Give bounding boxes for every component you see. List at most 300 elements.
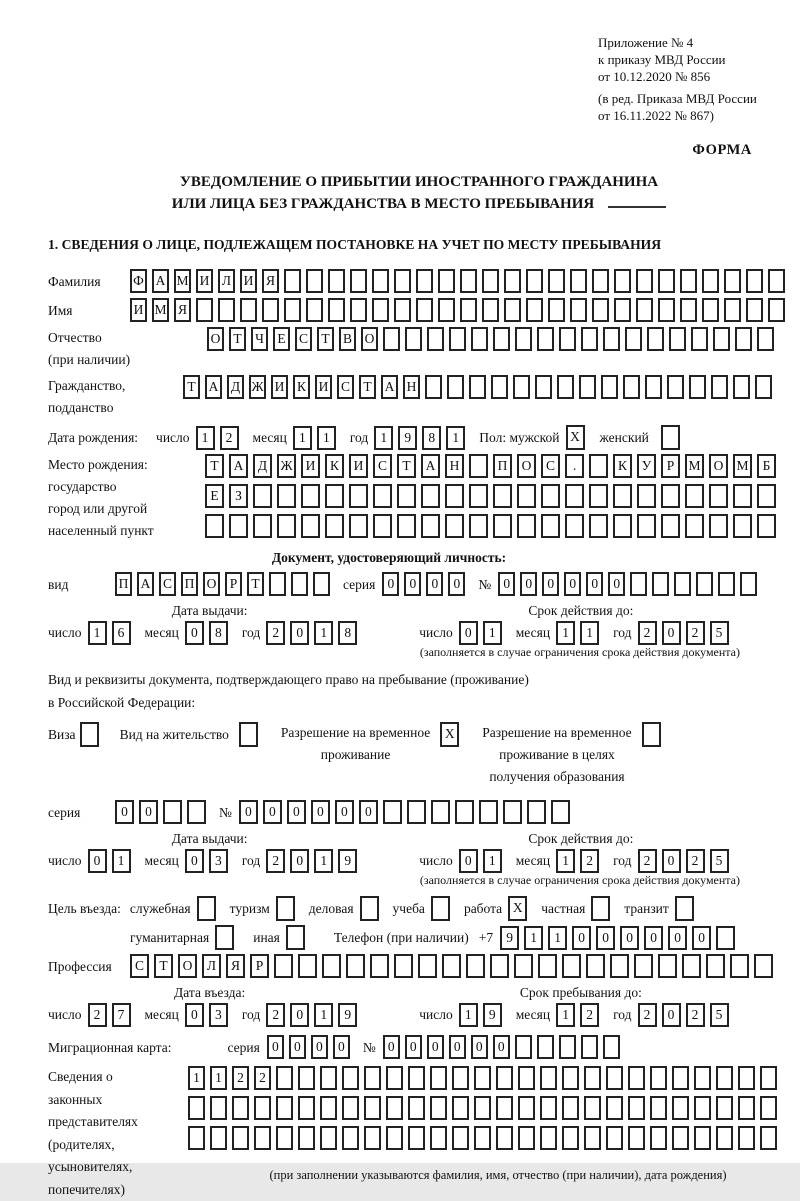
char-cell[interactable]: 2 xyxy=(580,1003,599,1027)
char-cell[interactable]: З xyxy=(229,484,248,508)
char-cell[interactable] xyxy=(445,484,464,508)
char-cell[interactable]: 1 xyxy=(580,621,599,645)
char-cell[interactable] xyxy=(716,926,735,950)
char-cell[interactable] xyxy=(349,514,368,538)
char-cell[interactable] xyxy=(188,1126,205,1150)
id-number-cells[interactable] xyxy=(498,572,762,596)
char-cell[interactable] xyxy=(364,1096,381,1120)
char-cell[interactable] xyxy=(538,954,557,978)
char-cell[interactable] xyxy=(636,269,653,293)
citizenship-cells[interactable] xyxy=(183,375,777,399)
doc-type-cells[interactable] xyxy=(115,572,335,596)
char-cell[interactable]: В xyxy=(339,327,356,351)
char-cell[interactable]: 1 xyxy=(314,621,333,645)
char-cell[interactable]: 1 xyxy=(196,426,215,450)
char-cell[interactable] xyxy=(589,514,608,538)
char-cell[interactable] xyxy=(325,484,344,508)
char-cell[interactable]: 0 xyxy=(289,1035,306,1059)
char-cell[interactable] xyxy=(661,484,680,508)
char-cell[interactable]: Я xyxy=(174,298,191,322)
char-cell[interactable]: И xyxy=(271,375,288,399)
char-cell[interactable]: 1 xyxy=(112,849,131,873)
char-cell[interactable] xyxy=(672,1096,689,1120)
char-cell[interactable] xyxy=(276,1126,293,1150)
char-cell[interactable] xyxy=(709,484,728,508)
char-cell[interactable]: 0 xyxy=(290,1003,309,1027)
birth-month-cells[interactable] xyxy=(293,426,341,450)
char-cell[interactable]: Т xyxy=(183,375,200,399)
char-cell[interactable]: 1 xyxy=(556,1003,575,1027)
char-cell[interactable] xyxy=(430,1066,447,1090)
profession-cells[interactable] xyxy=(130,954,778,978)
char-cell[interactable]: 0 xyxy=(404,572,421,596)
char-cell[interactable] xyxy=(496,1096,513,1120)
char-cell[interactable]: Т xyxy=(229,327,246,351)
char-cell[interactable]: 1 xyxy=(548,926,567,950)
char-cell[interactable]: 3 xyxy=(209,1003,228,1027)
char-cell[interactable] xyxy=(394,269,411,293)
char-cell[interactable] xyxy=(630,572,647,596)
char-cell[interactable]: О xyxy=(207,327,224,351)
char-cell[interactable] xyxy=(541,514,560,538)
char-cell[interactable] xyxy=(460,269,477,293)
char-cell[interactable]: 0 xyxy=(668,926,687,950)
char-cell[interactable] xyxy=(738,1096,755,1120)
char-cell[interactable] xyxy=(277,514,296,538)
char-cell[interactable] xyxy=(474,1066,491,1090)
char-cell[interactable] xyxy=(562,1096,579,1120)
char-cell[interactable]: Б xyxy=(757,454,776,478)
char-cell[interactable] xyxy=(493,484,512,508)
char-cell[interactable] xyxy=(716,1126,733,1150)
char-cell[interactable] xyxy=(661,425,680,450)
char-cell[interactable] xyxy=(592,269,609,293)
char-cell[interactable] xyxy=(716,1066,733,1090)
char-cell[interactable] xyxy=(349,484,368,508)
char-cell[interactable] xyxy=(291,572,308,596)
char-cell[interactable]: 7 xyxy=(112,1003,131,1027)
char-cell[interactable]: Я xyxy=(226,954,245,978)
char-cell[interactable]: X xyxy=(440,722,459,747)
char-cell[interactable]: О xyxy=(203,572,220,596)
char-cell[interactable] xyxy=(592,298,609,322)
char-cell[interactable] xyxy=(685,514,704,538)
char-cell[interactable]: Д xyxy=(253,454,272,478)
char-cell[interactable] xyxy=(372,298,389,322)
char-cell[interactable]: П xyxy=(493,454,512,478)
char-cell[interactable] xyxy=(768,298,785,322)
char-cell[interactable]: Р xyxy=(225,572,242,596)
char-cell[interactable]: М xyxy=(685,454,704,478)
char-cell[interactable] xyxy=(482,269,499,293)
char-cell[interactable]: А xyxy=(229,454,248,478)
char-cell[interactable]: П xyxy=(181,572,198,596)
char-cell[interactable] xyxy=(628,1096,645,1120)
char-cell[interactable]: 0 xyxy=(459,621,478,645)
char-cell[interactable]: С xyxy=(130,954,149,978)
char-cell[interactable]: 1 xyxy=(374,426,393,450)
id-valid-year-cells[interactable] xyxy=(638,621,734,645)
char-cell[interactable] xyxy=(540,1126,557,1150)
char-cell[interactable] xyxy=(240,298,257,322)
char-cell[interactable] xyxy=(342,1126,359,1150)
char-cell[interactable] xyxy=(452,1126,469,1150)
char-cell[interactable]: 0 xyxy=(185,849,204,873)
char-cell[interactable] xyxy=(262,298,279,322)
char-cell[interactable] xyxy=(738,1066,755,1090)
char-cell[interactable] xyxy=(421,514,440,538)
char-cell[interactable]: 0 xyxy=(185,621,204,645)
char-cell[interactable]: 1 xyxy=(446,426,465,450)
birth-place-cells-row2[interactable] xyxy=(205,484,781,508)
birth-place-cells-row1[interactable] xyxy=(205,454,781,478)
char-cell[interactable] xyxy=(711,375,728,399)
char-cell[interactable] xyxy=(515,327,532,351)
char-cell[interactable] xyxy=(328,298,345,322)
char-cell[interactable] xyxy=(613,484,632,508)
char-cell[interactable] xyxy=(493,514,512,538)
char-cell[interactable] xyxy=(442,954,461,978)
char-cell[interactable] xyxy=(438,269,455,293)
char-cell[interactable] xyxy=(733,514,752,538)
char-cell[interactable] xyxy=(591,896,610,921)
char-cell[interactable] xyxy=(322,954,341,978)
char-cell[interactable] xyxy=(187,800,206,824)
char-cell[interactable] xyxy=(386,1066,403,1090)
char-cell[interactable] xyxy=(325,514,344,538)
char-cell[interactable] xyxy=(229,514,248,538)
char-cell[interactable]: И xyxy=(240,269,257,293)
char-cell[interactable]: Ч xyxy=(251,327,268,351)
char-cell[interactable] xyxy=(210,1126,227,1150)
char-cell[interactable]: 0 xyxy=(333,1035,350,1059)
char-cell[interactable] xyxy=(642,722,661,747)
char-cell[interactable] xyxy=(215,925,234,950)
char-cell[interactable] xyxy=(364,1126,381,1150)
char-cell[interactable]: 0 xyxy=(449,1035,466,1059)
char-cell[interactable] xyxy=(584,1066,601,1090)
char-cell[interactable] xyxy=(716,1096,733,1120)
char-cell[interactable]: Л xyxy=(218,269,235,293)
char-cell[interactable] xyxy=(730,954,749,978)
char-cell[interactable] xyxy=(606,1096,623,1120)
char-cell[interactable]: 2 xyxy=(266,1003,285,1027)
char-cell[interactable]: И xyxy=(196,269,213,293)
char-cell[interactable] xyxy=(469,514,488,538)
char-cell[interactable]: Е xyxy=(273,327,290,351)
char-cell[interactable] xyxy=(586,954,605,978)
char-cell[interactable]: Л xyxy=(202,954,221,978)
char-cell[interactable] xyxy=(491,375,508,399)
char-cell[interactable]: П xyxy=(115,572,132,596)
char-cell[interactable] xyxy=(667,375,684,399)
char-cell[interactable] xyxy=(757,514,776,538)
char-cell[interactable] xyxy=(724,298,741,322)
id-valid-day-cells[interactable] xyxy=(459,621,507,645)
char-cell[interactable] xyxy=(306,298,323,322)
char-cell[interactable]: Н xyxy=(403,375,420,399)
char-cell[interactable] xyxy=(253,514,272,538)
char-cell[interactable] xyxy=(276,1066,293,1090)
char-cell[interactable] xyxy=(445,514,464,538)
char-cell[interactable] xyxy=(328,269,345,293)
char-cell[interactable]: 0 xyxy=(335,800,354,824)
char-cell[interactable]: Т xyxy=(397,454,416,478)
migration-number-cells[interactable] xyxy=(383,1035,625,1059)
char-cell[interactable] xyxy=(386,1126,403,1150)
purpose-humanitarian-checkbox[interactable] xyxy=(215,925,239,950)
char-cell[interactable] xyxy=(418,954,437,978)
char-cell[interactable]: 2 xyxy=(88,1003,107,1027)
char-cell[interactable]: 0 xyxy=(239,800,258,824)
char-cell[interactable] xyxy=(650,1126,667,1150)
char-cell[interactable]: 8 xyxy=(338,621,357,645)
char-cell[interactable] xyxy=(274,954,293,978)
char-cell[interactable]: 1 xyxy=(314,1003,333,1027)
char-cell[interactable] xyxy=(623,375,640,399)
char-cell[interactable]: Ф xyxy=(130,269,147,293)
char-cell[interactable] xyxy=(738,1126,755,1150)
char-cell[interactable]: Т xyxy=(205,454,224,478)
char-cell[interactable] xyxy=(548,298,565,322)
char-cell[interactable]: 9 xyxy=(483,1003,502,1027)
char-cell[interactable] xyxy=(197,896,216,921)
char-cell[interactable]: Т xyxy=(247,572,264,596)
char-cell[interactable] xyxy=(430,1126,447,1150)
char-cell[interactable] xyxy=(515,1035,532,1059)
char-cell[interactable] xyxy=(680,269,697,293)
char-cell[interactable]: 0 xyxy=(596,926,615,950)
char-cell[interactable]: 9 xyxy=(398,426,417,450)
char-cell[interactable]: 0 xyxy=(448,572,465,596)
char-cell[interactable]: С xyxy=(337,375,354,399)
char-cell[interactable]: К xyxy=(613,454,632,478)
char-cell[interactable] xyxy=(284,269,301,293)
char-cell[interactable] xyxy=(746,298,763,322)
char-cell[interactable] xyxy=(298,954,317,978)
res-issue-year-cells[interactable] xyxy=(266,849,362,873)
char-cell[interactable]: 2 xyxy=(638,621,657,645)
char-cell[interactable] xyxy=(405,327,422,351)
char-cell[interactable]: 6 xyxy=(112,621,131,645)
char-cell[interactable] xyxy=(735,327,752,351)
char-cell[interactable]: У xyxy=(637,454,656,478)
purpose-tourism-checkbox[interactable] xyxy=(276,896,300,921)
purpose-other-checkbox[interactable] xyxy=(286,925,310,950)
char-cell[interactable] xyxy=(603,327,620,351)
char-cell[interactable]: 0 xyxy=(383,1035,400,1059)
birth-place-cells-row3[interactable] xyxy=(205,514,781,538)
char-cell[interactable] xyxy=(277,484,296,508)
stay-month-cells[interactable] xyxy=(556,1003,604,1027)
char-cell[interactable] xyxy=(469,484,488,508)
char-cell[interactable] xyxy=(298,1066,315,1090)
id-valid-month-cells[interactable] xyxy=(556,621,604,645)
char-cell[interactable] xyxy=(579,375,596,399)
given-name-cells[interactable] xyxy=(130,298,790,322)
char-cell[interactable]: 1 xyxy=(556,849,575,873)
char-cell[interactable] xyxy=(286,925,305,950)
char-cell[interactable]: 0 xyxy=(267,1035,284,1059)
char-cell[interactable] xyxy=(416,269,433,293)
res-valid-month-cells[interactable] xyxy=(556,849,604,873)
temp-residence-checkbox[interactable] xyxy=(440,722,464,747)
char-cell[interactable]: А xyxy=(205,375,222,399)
char-cell[interactable] xyxy=(518,1066,535,1090)
char-cell[interactable] xyxy=(397,484,416,508)
char-cell[interactable] xyxy=(706,954,725,978)
char-cell[interactable] xyxy=(431,800,450,824)
char-cell[interactable] xyxy=(757,484,776,508)
char-cell[interactable] xyxy=(301,514,320,538)
stay-year-cells[interactable] xyxy=(638,1003,734,1027)
char-cell[interactable] xyxy=(253,484,272,508)
char-cell[interactable] xyxy=(606,1126,623,1150)
custody-cells-row3[interactable] xyxy=(188,1126,782,1150)
char-cell[interactable] xyxy=(760,1096,777,1120)
birth-day-cells[interactable] xyxy=(196,426,244,450)
char-cell[interactable]: Р xyxy=(250,954,269,978)
char-cell[interactable]: И xyxy=(130,298,147,322)
char-cell[interactable] xyxy=(386,1096,403,1120)
char-cell[interactable] xyxy=(682,954,701,978)
char-cell[interactable]: 0 xyxy=(115,800,134,824)
char-cell[interactable] xyxy=(394,298,411,322)
char-cell[interactable] xyxy=(526,298,543,322)
char-cell[interactable] xyxy=(452,1096,469,1120)
char-cell[interactable] xyxy=(360,896,379,921)
char-cell[interactable]: К xyxy=(325,454,344,478)
char-cell[interactable] xyxy=(421,484,440,508)
char-cell[interactable] xyxy=(746,269,763,293)
char-cell[interactable]: Т xyxy=(359,375,376,399)
char-cell[interactable] xyxy=(232,1096,249,1120)
char-cell[interactable] xyxy=(614,269,631,293)
char-cell[interactable] xyxy=(540,1066,557,1090)
char-cell[interactable] xyxy=(496,1066,513,1090)
char-cell[interactable] xyxy=(584,1126,601,1150)
char-cell[interactable] xyxy=(455,800,474,824)
char-cell[interactable] xyxy=(702,298,719,322)
residence-permit-checkbox[interactable] xyxy=(239,722,263,747)
char-cell[interactable]: 1 xyxy=(210,1066,227,1090)
char-cell[interactable] xyxy=(518,1096,535,1120)
char-cell[interactable] xyxy=(628,1126,645,1150)
char-cell[interactable] xyxy=(636,298,653,322)
char-cell[interactable] xyxy=(637,484,656,508)
char-cell[interactable] xyxy=(350,269,367,293)
char-cell[interactable] xyxy=(163,800,182,824)
char-cell[interactable] xyxy=(658,954,677,978)
char-cell[interactable] xyxy=(301,484,320,508)
custody-cells-row2[interactable] xyxy=(188,1096,782,1120)
char-cell[interactable]: М xyxy=(733,454,752,478)
sex-female-checkbox[interactable] xyxy=(661,425,685,450)
char-cell[interactable]: 1 xyxy=(317,426,336,450)
char-cell[interactable] xyxy=(205,514,224,538)
char-cell[interactable] xyxy=(474,1126,491,1150)
char-cell[interactable]: 5 xyxy=(710,1003,729,1027)
res-valid-year-cells[interactable] xyxy=(638,849,734,873)
char-cell[interactable] xyxy=(408,1096,425,1120)
char-cell[interactable] xyxy=(320,1066,337,1090)
char-cell[interactable] xyxy=(694,1096,711,1120)
char-cell[interactable] xyxy=(447,375,464,399)
char-cell[interactable] xyxy=(584,1096,601,1120)
char-cell[interactable]: 1 xyxy=(314,849,333,873)
sex-male-checkbox[interactable] xyxy=(566,425,590,450)
char-cell[interactable] xyxy=(527,800,546,824)
char-cell[interactable]: X xyxy=(508,896,527,921)
char-cell[interactable] xyxy=(284,298,301,322)
char-cell[interactable] xyxy=(589,454,608,478)
char-cell[interactable] xyxy=(565,514,584,538)
char-cell[interactable]: 0 xyxy=(459,849,478,873)
char-cell[interactable] xyxy=(661,514,680,538)
phone-cells[interactable] xyxy=(500,926,740,950)
char-cell[interactable] xyxy=(416,298,433,322)
char-cell[interactable] xyxy=(526,269,543,293)
char-cell[interactable]: 2 xyxy=(266,621,285,645)
res-valid-day-cells[interactable] xyxy=(459,849,507,873)
char-cell[interactable] xyxy=(628,1066,645,1090)
char-cell[interactable] xyxy=(541,484,560,508)
char-cell[interactable]: 0 xyxy=(498,572,515,596)
char-cell[interactable]: И xyxy=(315,375,332,399)
char-cell[interactable]: 0 xyxy=(382,572,399,596)
char-cell[interactable]: 2 xyxy=(580,849,599,873)
char-cell[interactable]: С xyxy=(159,572,176,596)
char-cell[interactable] xyxy=(740,572,757,596)
char-cell[interactable]: 0 xyxy=(586,572,603,596)
char-cell[interactable]: Н xyxy=(445,454,464,478)
char-cell[interactable] xyxy=(603,1035,620,1059)
char-cell[interactable] xyxy=(540,1096,557,1120)
char-cell[interactable] xyxy=(514,954,533,978)
char-cell[interactable] xyxy=(672,1066,689,1090)
char-cell[interactable]: 0 xyxy=(287,800,306,824)
char-cell[interactable] xyxy=(581,1035,598,1059)
char-cell[interactable]: 0 xyxy=(405,1035,422,1059)
char-cell[interactable]: 1 xyxy=(483,849,502,873)
surname-cells[interactable] xyxy=(130,269,790,293)
char-cell[interactable]: 5 xyxy=(710,621,729,645)
char-cell[interactable] xyxy=(449,327,466,351)
char-cell[interactable]: 0 xyxy=(263,800,282,824)
char-cell[interactable] xyxy=(408,1066,425,1090)
char-cell[interactable] xyxy=(383,327,400,351)
char-cell[interactable] xyxy=(517,514,536,538)
char-cell[interactable]: 0 xyxy=(662,849,681,873)
char-cell[interactable]: И xyxy=(301,454,320,478)
char-cell[interactable] xyxy=(239,722,258,747)
char-cell[interactable]: 0 xyxy=(88,849,107,873)
char-cell[interactable] xyxy=(430,1096,447,1120)
char-cell[interactable] xyxy=(709,514,728,538)
char-cell[interactable]: 5 xyxy=(710,849,729,873)
char-cell[interactable] xyxy=(768,269,785,293)
char-cell[interactable]: С xyxy=(295,327,312,351)
char-cell[interactable]: 2 xyxy=(686,1003,705,1027)
char-cell[interactable]: 1 xyxy=(524,926,543,950)
char-cell[interactable] xyxy=(372,269,389,293)
char-cell[interactable] xyxy=(383,800,402,824)
char-cell[interactable]: И xyxy=(349,454,368,478)
purpose-study-checkbox[interactable] xyxy=(431,896,455,921)
char-cell[interactable] xyxy=(188,1096,205,1120)
char-cell[interactable]: 1 xyxy=(293,426,312,450)
char-cell[interactable]: 0 xyxy=(426,572,443,596)
